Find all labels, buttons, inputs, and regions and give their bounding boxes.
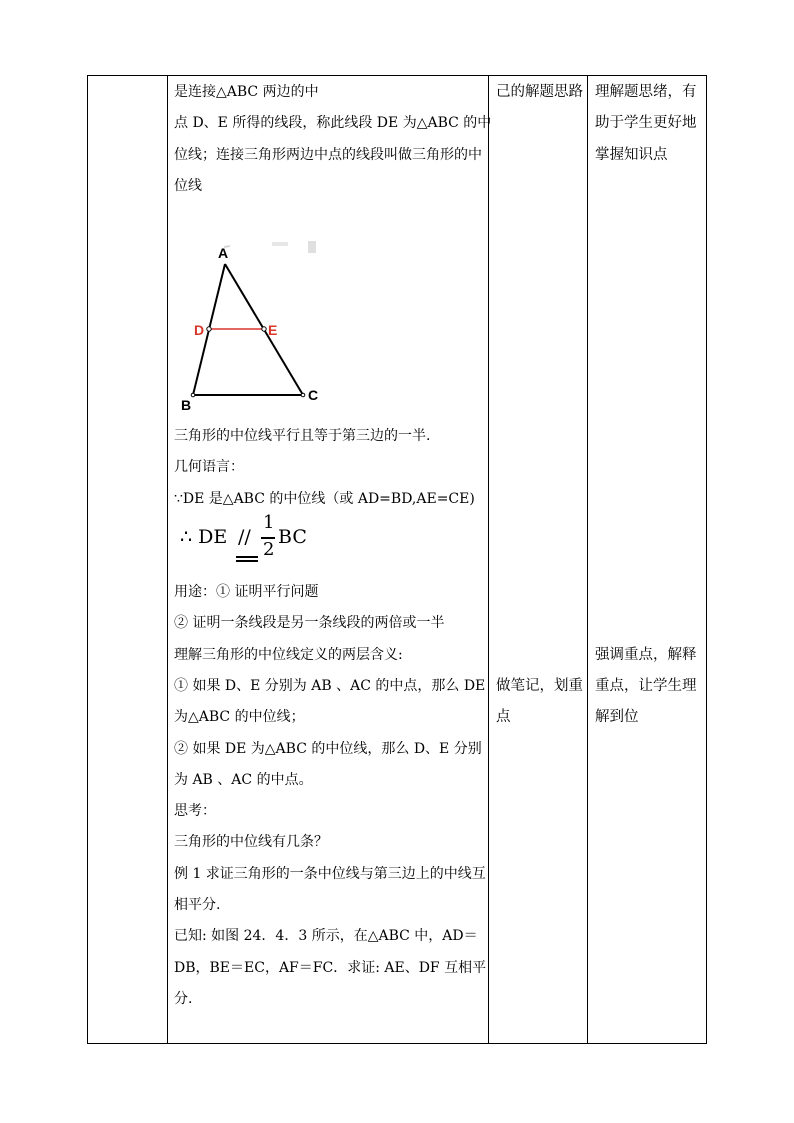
label-a: A <box>218 245 229 261</box>
lesson-table <box>87 75 707 1044</box>
formula-tail: BC <box>278 526 307 548</box>
point-d <box>207 327 211 331</box>
content-line: 位线；连接三角形两边中点的线段叫做三角形的中 <box>174 147 482 163</box>
label-e: E <box>268 322 278 338</box>
student-activity-cell <box>496 76 586 1043</box>
example-line: 例 1 求证三角形的一条中位线与第三边上的中线互 <box>174 866 486 882</box>
formula-equal-bar <box>236 556 258 558</box>
column-divider <box>587 76 588 1043</box>
column-divider <box>488 76 489 1043</box>
given-line: DB，BE＝EC，AF＝FC．求证: AE、DF 互相平 <box>174 960 487 976</box>
intent-line: 助于学生更好地 <box>595 115 697 131</box>
student-line: 点 <box>496 709 511 725</box>
given-line: 已知: 如图 24．4．3 所示，在△ABC 中，AD＝ <box>174 928 478 944</box>
column-divider <box>167 76 168 1043</box>
formula-equal-bar <box>236 560 258 562</box>
design-intent-cell <box>595 76 707 1043</box>
content-line: 是连接△ABC 两边的中 <box>174 84 319 100</box>
meaning-line: ① 如果 D、E 分别为 AB 、AC 的中点，那么 DE <box>174 678 486 694</box>
meaning-line: ② 如果 DE 为△ABC 的中位线，那么 D、E 分别 <box>174 741 482 757</box>
scan-artifact <box>272 242 288 246</box>
intent-line: 掌握知识点 <box>595 147 668 163</box>
think-label: 思考： <box>174 803 216 819</box>
label-b: B <box>181 397 192 413</box>
premise-line: ∵DE 是△ABC 的中位线（或 AD=BD,AE=CE) <box>174 491 475 507</box>
meaning-line: 为 AB 、AC 的中点。 <box>174 772 313 788</box>
point-b <box>191 393 195 397</box>
formula-denominator: 2 <box>263 539 275 560</box>
example-line: 相平分. <box>174 897 221 913</box>
label-d: D <box>194 322 205 338</box>
intent-line: 解到位 <box>595 709 639 725</box>
formula-therefore: ∴ DE <box>180 526 228 548</box>
student-line: 做笔记，划重 <box>496 678 583 694</box>
student-line: 己的解题思路 <box>496 84 583 100</box>
intent-line: 强调重点，解释 <box>595 647 697 663</box>
use-line: 用途：① 证明平行问题 <box>174 584 319 600</box>
use-line: ② 证明一条线段是另一条线段的两倍或一半 <box>174 615 445 631</box>
midline-formula <box>178 510 308 568</box>
intent-line: 理解题思绪，有 <box>595 84 697 100</box>
point-c <box>301 393 305 397</box>
label-c: C <box>308 387 319 403</box>
teaching-content-cell <box>174 76 492 1043</box>
theorem-text: 三角形的中位线平行且等于第三边的一半. <box>174 428 431 444</box>
question-line: 三角形的中位线有几条？ <box>174 834 328 850</box>
meaning-line: 为△ABC 的中位线； <box>174 709 305 725</box>
point-e <box>262 327 266 331</box>
given-line: 分. <box>174 991 193 1007</box>
triangle-midline-figure <box>174 236 334 414</box>
formula-numerator: 1 <box>263 512 275 533</box>
geometry-language-label: 几何语言： <box>174 459 244 475</box>
intent-line: 重点，让学生理 <box>595 678 697 694</box>
meaning-heading: 理解三角形的中位线定义的两层含义: <box>174 647 403 663</box>
formula-parallel: // <box>238 526 251 548</box>
content-line: 点 D、E 所得的线段，称此线段 DE 为△ABC 的中 <box>174 115 492 131</box>
content-line: 位线 <box>174 178 202 194</box>
scan-artifact <box>308 241 316 253</box>
